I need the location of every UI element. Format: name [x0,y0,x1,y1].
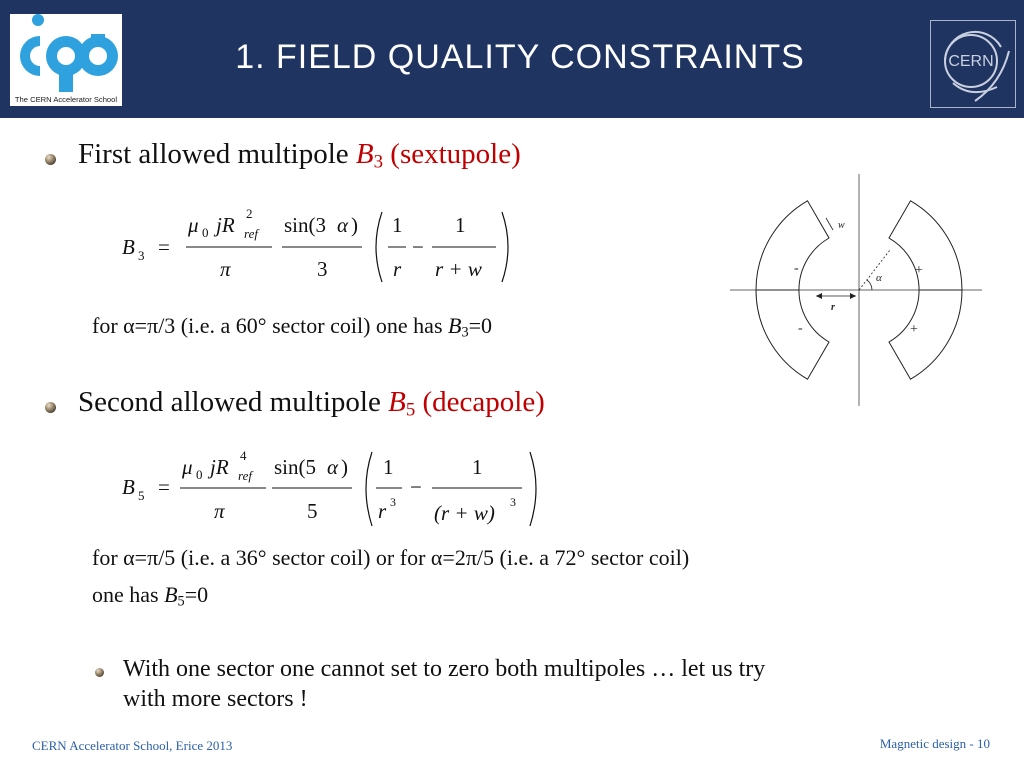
cern-logo-text: CERN [948,53,994,70]
eq1-sin: sin(3 [284,213,326,237]
b3-subscript: 3 [373,151,384,173]
subitem-line2: with more sectors ! [123,686,308,712]
eq2-lhs: B [122,475,135,499]
b3-type: (sextupole) [383,138,521,170]
note1-body: α=π/3 (i.e. a 60° sector coil) one has [123,313,449,338]
eq2-r-sup3: 3 [390,495,396,509]
footer-school: CERN Accelerator School, Erice 2013 [32,738,233,753]
eq2-mu-sub: 0 [196,467,203,482]
eq2-minus: − [410,475,422,499]
equation-b5 [110,446,550,538]
eq1-one-a: 1 [392,213,403,237]
note2-symbol: B [164,582,178,607]
eq1-mu-sub: 0 [202,225,209,240]
eq1-lhs: B [122,235,135,259]
b5-type: (decapole) [415,386,545,418]
eq2-equals: = [158,475,170,499]
note1-suffix: =0 [468,313,493,338]
eq2-lhs-sub: 5 [138,488,145,503]
eq2-one-a: 1 [383,455,394,479]
sign-lower-right: + [910,322,918,337]
footer-page-number: Magnetic design - 10 [879,736,990,751]
alpha-label: α [876,272,882,284]
eq1-alpha: α [337,213,349,237]
b5-symbol: B [388,386,406,418]
sign-upper-right: + [915,263,923,278]
equation-b3 [110,198,530,290]
eq1-lhs-sub: 3 [138,248,145,263]
note1-symbol: B [448,313,462,338]
eq1-mu: μ [188,213,199,237]
subitem-line1: With one sector one cannot set to zero both multipoles … let us try [123,656,766,682]
note2-prefix: one has [92,582,165,607]
bullet-b5-text: Second allowed multipole [78,386,389,418]
cas-logo-icon [10,14,122,94]
eq2-pi: π [214,499,225,523]
eq2-jr: jR [210,455,229,479]
eq1-jr: jR [216,213,235,237]
b3-symbol: B [355,138,374,170]
eq1-r: r [393,257,402,281]
cas-logo [10,14,122,106]
note-b5-line1: for α=π/5 (i.e. a 36° sector coil) or for α=2π/5 (i.e. a 72° sector coil) [92,545,690,570]
eq2-one-b: 1 [472,455,483,479]
sign-lower-left: - [798,321,803,336]
eq2-r-sub: ref [238,468,252,483]
eq2-den: 5 [307,499,318,523]
w-label: w [838,220,845,231]
eq1-r-sup: 2 [246,206,253,221]
bullet-icon [45,154,56,165]
eq2-alpha: α [327,455,339,479]
eq2-rw: (r + w) [434,501,495,525]
eq2-r-sup: 4 [240,448,247,463]
note1-sub: 3 [461,324,469,341]
bullet-icon [45,402,56,413]
eq1-den: 3 [317,257,328,281]
note1-prefix: for [92,313,124,338]
cern-logo-icon [931,21,1015,107]
sector-coil-diagram [730,170,990,410]
header-bar [0,0,1024,118]
eq1-one-b: 1 [455,213,466,237]
cern-logo [930,20,1016,108]
eq2-sin: sin(5 [274,455,316,479]
eq1-rw: r + w [435,257,482,281]
logo-caption: The CERN Accelerator School [14,95,118,104]
eq1-close: ) [351,213,358,237]
eq1-r-sub: ref [244,226,258,241]
note-b5-line2 [92,582,208,608]
eq1-equals: = [158,235,170,259]
eq2-r: r [378,499,387,523]
bullet-b3-text: First allowed multipole [78,138,356,170]
eq2-rw-sup3: 3 [510,495,516,509]
eq1-minus: − [412,235,424,259]
eq1-pi: π [220,257,231,281]
bullet-item-b5 [78,386,545,419]
sub-bullet-icon [95,668,104,677]
note2-sub: 5 [177,593,185,610]
note-b3 [92,313,492,339]
r-label: r [831,302,835,313]
note2-suffix: =0 [184,582,209,607]
sign-upper-left: - [794,261,799,276]
page-title: 1. FIELD QUALITY CONSTRAINTS [235,38,805,76]
eq2-mu: μ [182,455,193,479]
bullet-item-b3 [78,138,521,171]
b5-subscript: 5 [405,399,416,421]
eq2-close: ) [341,455,348,479]
